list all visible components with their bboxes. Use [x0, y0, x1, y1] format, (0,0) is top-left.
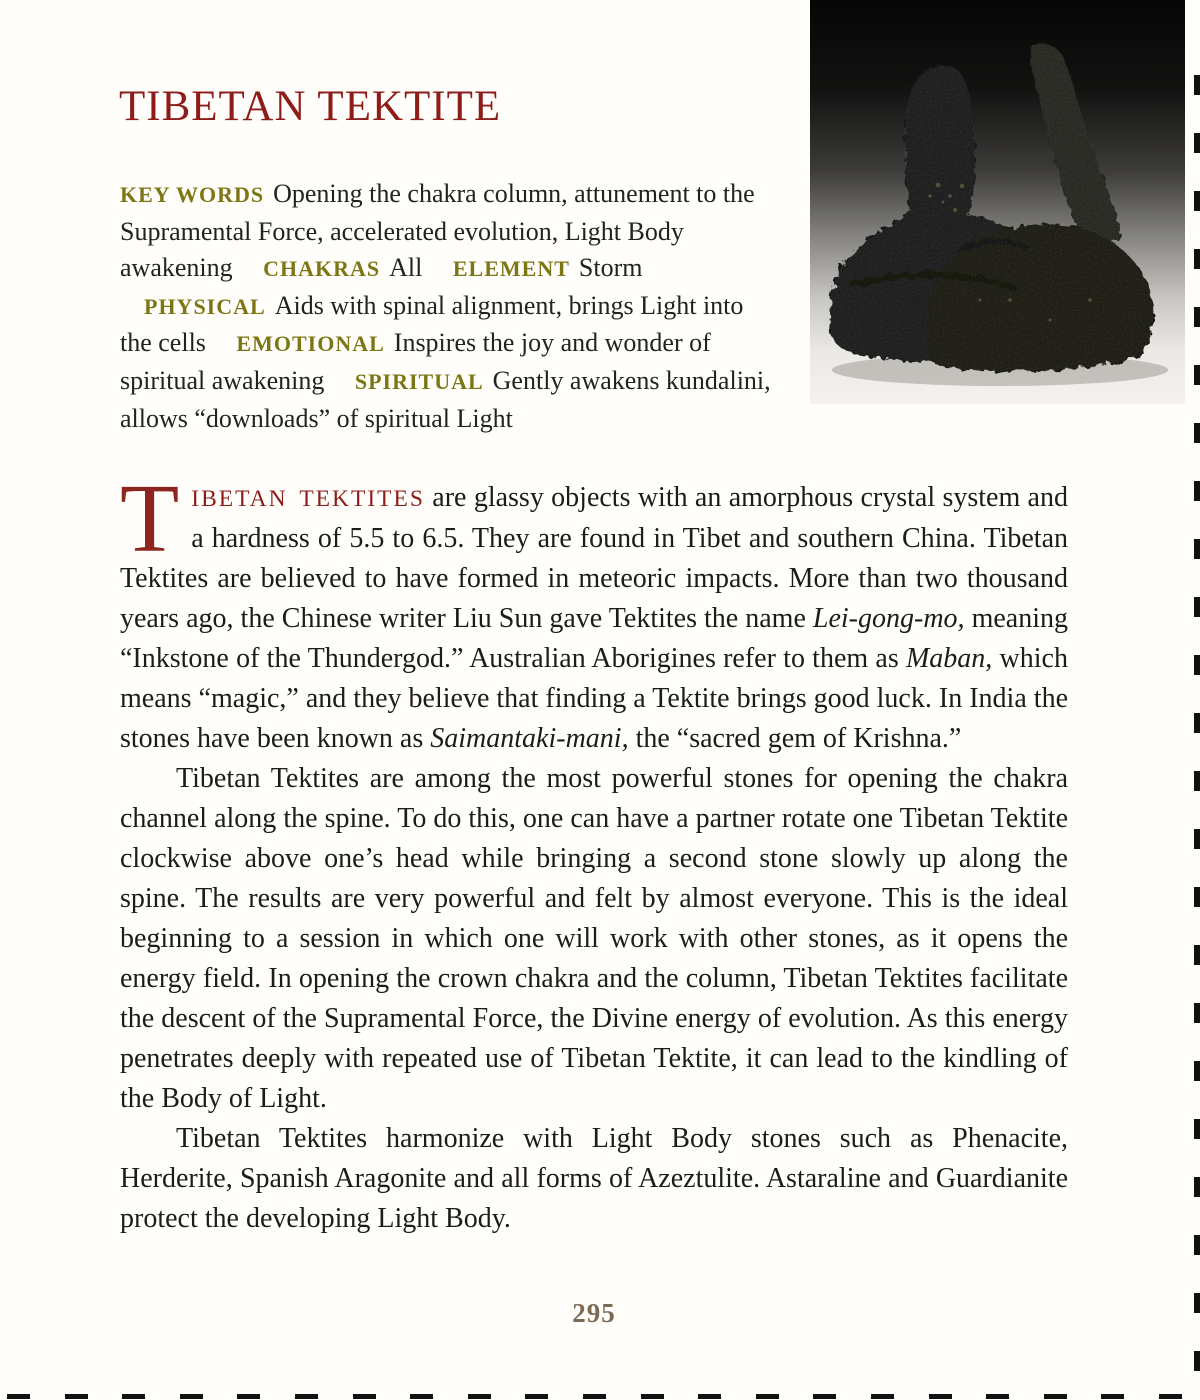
property-value: All: [389, 253, 429, 283]
text-run: Tibetan Tektites harmonize with Light Body stones such as Phenacite, Herderite, Spanish Aragonite and all forms of Azeztulite. Astaraline and Guardianite protect the developing Light Body.: [120, 1123, 1068, 1234]
crop-mark-right: [1194, 249, 1200, 269]
crop-mark-bottom: [1044, 1394, 1067, 1399]
text-run: meaning “Inkstone of the Thundergod.” Australian Aborigines refer to them as: [120, 603, 1068, 674]
paragraph-1: [120, 465, 1068, 759]
tektite-photo-art: [810, 0, 1185, 404]
property-label-spiritual: SPIRITUAL: [354, 368, 484, 394]
properties-block: [120, 176, 776, 437]
text-run: which means “magic,” and they believe that finding a Tektite brings good luck. In India the stones have been known as: [120, 643, 1068, 754]
crop-mark-right: [1194, 365, 1200, 385]
crop-mark-bottom: [641, 1394, 664, 1399]
page-number: 295: [572, 1298, 616, 1328]
crop-mark-bottom: [237, 1394, 260, 1399]
crop-mark-bottom: [122, 1394, 145, 1399]
property-label-chakras: CHAKRAS: [263, 256, 381, 282]
crop-mark-right: [1194, 133, 1200, 153]
crop-mark-right: [1194, 539, 1200, 559]
property-value: Opening the chakra column, attunement to the Supramental Force, accelerated evolution, Light Body awakening: [120, 179, 755, 283]
crop-mark-bottom: [7, 1394, 30, 1399]
italic-term: Maban,: [905, 643, 993, 674]
crop-mark-right: [1194, 191, 1200, 211]
crop-mark-right: [1194, 1351, 1200, 1371]
text-run: the “sacred gem of Krishna.”: [628, 723, 962, 754]
crop-mark-right: [1194, 481, 1200, 501]
crop-mark-bottom: [698, 1394, 721, 1399]
text-run: are glassy objects with an amorphous crystal system and a hardness of 5.5 to 6.5. They are found in Tibet and southern China. Tibetan Tektites are believed to have formed in meteoric impacts. More than two thousand years ago, the Chinese writer Liu Sun gave Tektites the name: [120, 482, 1068, 634]
crop-mark-bottom: [295, 1394, 318, 1399]
property-value: Inspires the joy and wonder of spiritual awakening: [120, 328, 711, 395]
crop-mark-right: [1194, 771, 1200, 791]
lead-smallcaps: IBETAN TEKTITES: [191, 486, 425, 512]
crop-mark-right: [1194, 829, 1200, 849]
crop-mark-bottom: [929, 1394, 952, 1399]
crop-mark-right: [1194, 655, 1200, 675]
crop-mark-bottom: [583, 1394, 606, 1399]
crop-mark-right: [1194, 423, 1200, 443]
italic-term: Lei-gong-mo,: [812, 603, 965, 634]
crop-mark-right: [1194, 1061, 1200, 1081]
property-value: Storm: [578, 253, 643, 283]
crop-mark-bottom: [410, 1394, 433, 1399]
crop-mark-right: [1194, 1235, 1200, 1255]
crop-mark-right: [1194, 1003, 1200, 1023]
crop-mark-right: [1194, 307, 1200, 327]
body-text: [120, 465, 1068, 1239]
crop-mark-bottom: [180, 1394, 203, 1399]
crop-mark-right: [1194, 1293, 1200, 1313]
crop-mark-bottom: [468, 1394, 491, 1399]
crop-mark-bottom: [1101, 1394, 1124, 1399]
page-title: TIBETAN TEKTITE: [119, 83, 502, 130]
crop-mark-bottom: [65, 1394, 88, 1399]
property-label-emotional: EMOTIONAL: [236, 331, 385, 357]
property-value: Aids with spinal alignment, brings Light into the cells: [120, 290, 744, 358]
tektite-photo: [810, 0, 1185, 404]
crop-mark-right: [1194, 1177, 1200, 1197]
text-run: Tibetan Tektites are among the most powerful stones for opening the chakra channel along the spine. To do this, one can have a partner rotate one Tibetan Tektite clockwise above one’s head while bringing a second stone slowly up along the spine. The results are very powerful and felt by almost everyone. This is the ideal beginning to a session in which one will work with other stones, as it opens the energy field. In opening the crown chakra and the column, Tibetan Tektites facilitate the descent of the Supramental Force, the Divine energy of evolution. As this energy penetrates deeply with repeated use of Tibetan Tektite, it can lead to the kindling of the Body of Light.: [120, 763, 1068, 1114]
property-label-key-words: KEY WORDS: [120, 182, 265, 207]
property-label-physical: PHYSICAL: [144, 293, 266, 319]
crop-mark-bottom: [871, 1394, 894, 1399]
property-label-element: ELEMENT: [452, 256, 570, 282]
italic-term: Saimantaki-mani,: [430, 723, 629, 754]
crop-mark-bottom: [756, 1394, 779, 1399]
crop-mark-right: [1194, 887, 1200, 907]
crop-mark-right: [1194, 75, 1200, 95]
crop-mark-bottom: [353, 1394, 376, 1399]
crop-mark-bottom: [813, 1394, 836, 1399]
crop-mark-bottom: [1159, 1394, 1182, 1399]
paragraph-2: [120, 759, 1068, 1119]
dropcap-letter: T: [120, 465, 180, 572]
paragraph-3: [120, 1119, 1068, 1239]
crop-mark-right: [1194, 1119, 1200, 1139]
crop-mark-bottom: [986, 1394, 1009, 1399]
crop-mark-right: [1194, 945, 1200, 965]
crop-mark-right: [1194, 597, 1200, 617]
crop-mark-bottom: [525, 1394, 548, 1399]
property-value: Gently awakens kundalini, allows “downloads” of spiritual Light: [120, 365, 771, 433]
crop-mark-right: [1194, 713, 1200, 733]
